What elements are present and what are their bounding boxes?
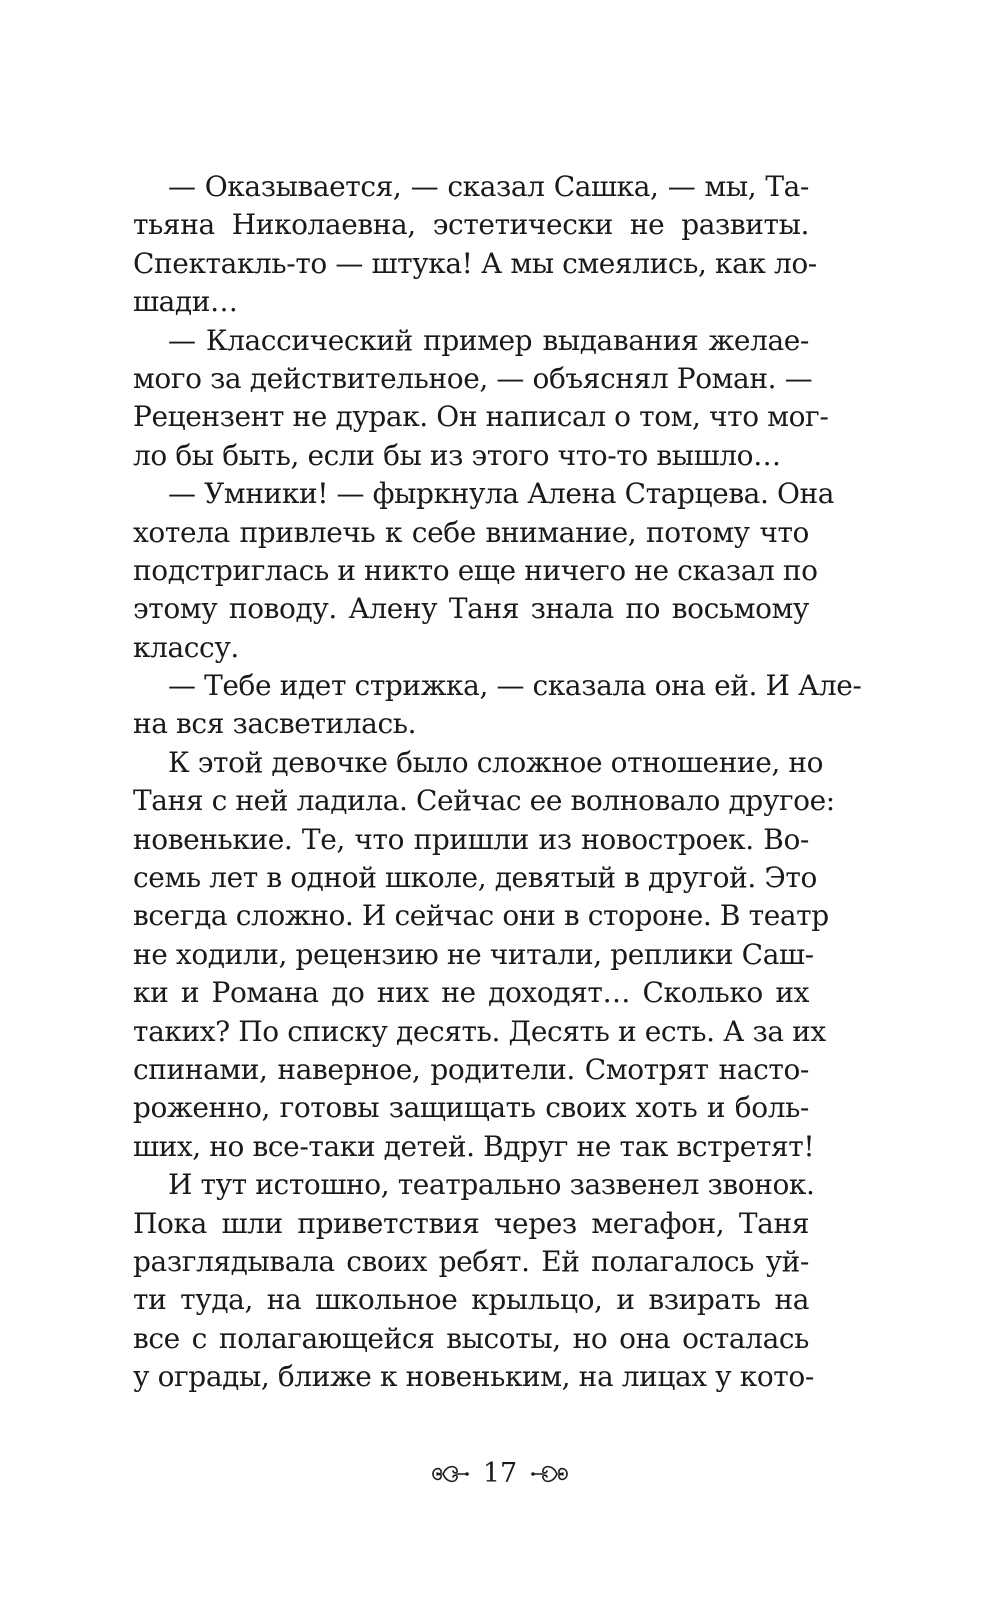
- text-line: — Тебе идет стрижка, — сказала она ей. И Але-: [168, 669, 862, 703]
- text-line: не ходили, рецензию не читали, реплики Саш-: [133, 937, 814, 971]
- text-line: мого за действительное, — объяснял Роман. —: [133, 361, 813, 395]
- text-line: новенькие. Те, что пришли из новостроек. Во-: [133, 822, 809, 856]
- text-line: на вся засветилась.: [133, 707, 417, 741]
- text-line: Таня с ней ладила. Сейчас ее волновало другое:: [133, 784, 835, 818]
- text-line: — Умники! — фыркнула Алена Старцева. Она: [168, 477, 835, 511]
- text-line: Пока шли приветствия через мегафон, Таня: [133, 1206, 809, 1240]
- flourish-ornament-icon: [531, 1461, 571, 1487]
- text-line: — Классический пример выдавания желае-: [168, 323, 809, 357]
- text-line: ти туда, на школьное крыльцо, и взирать на: [133, 1283, 809, 1317]
- text-line: спинами, наверное, родители. Смотрят насто-: [133, 1052, 809, 1086]
- text-line: всегда сложно. И сейчас они в стороне. В театр: [133, 899, 829, 933]
- text-line: этому поводу. Алену Таня знала по восьмому: [133, 592, 809, 626]
- page-footer: [0, 1452, 1000, 1496]
- text-line: у ограды, ближе к новеньким, на лицах у кото-: [133, 1360, 814, 1394]
- text-line: И тут истошно, театрально зазвенел звонок.: [168, 1168, 815, 1202]
- text-line: К этой девочке было сложное отношение, но: [168, 745, 824, 779]
- text-line: Рецензент не дурак. Он написал о том, что мог-: [133, 400, 829, 434]
- text-line: ки и Романа до них не доходят… Сколько их: [133, 976, 809, 1010]
- text-line: тьяна Николаевна, эстетически не развиты.: [133, 208, 809, 242]
- text-line: подстриглась и никто еще ничего не сказал по: [133, 553, 818, 587]
- text-line: классу.: [133, 630, 239, 664]
- text-line: таких? По списку десять. Десять и есть. А за их: [133, 1014, 826, 1048]
- text-line: — Оказывается, — сказал Сашка, — мы, Та-: [168, 170, 809, 203]
- text-line: ло бы быть, если бы из этого что-то вышло…: [133, 438, 781, 472]
- text-line: хотела привлечь к себе внимание, потому что: [133, 515, 809, 549]
- text-line: разглядывала своих ребят. Ей полагалось уй-: [133, 1244, 809, 1278]
- text-line: все с полагающейся высоты, но она осталась: [133, 1321, 809, 1355]
- text-line: семь лет в одной школе, девятый в другой. Это: [133, 861, 817, 895]
- text-line: роженно, готовы защищать своих хоть и боль-: [133, 1091, 809, 1125]
- text-line: ших, но все-таки детей. Вдруг не так встретят!: [133, 1129, 815, 1163]
- body-text: [133, 168, 862, 1397]
- page-number: 17: [482, 1458, 518, 1489]
- text-line: Спектакль-то — штука! А мы смеялись, как ло-: [133, 246, 817, 280]
- text-line: шади…: [133, 285, 238, 319]
- flourish-ornament-icon: [429, 1461, 469, 1487]
